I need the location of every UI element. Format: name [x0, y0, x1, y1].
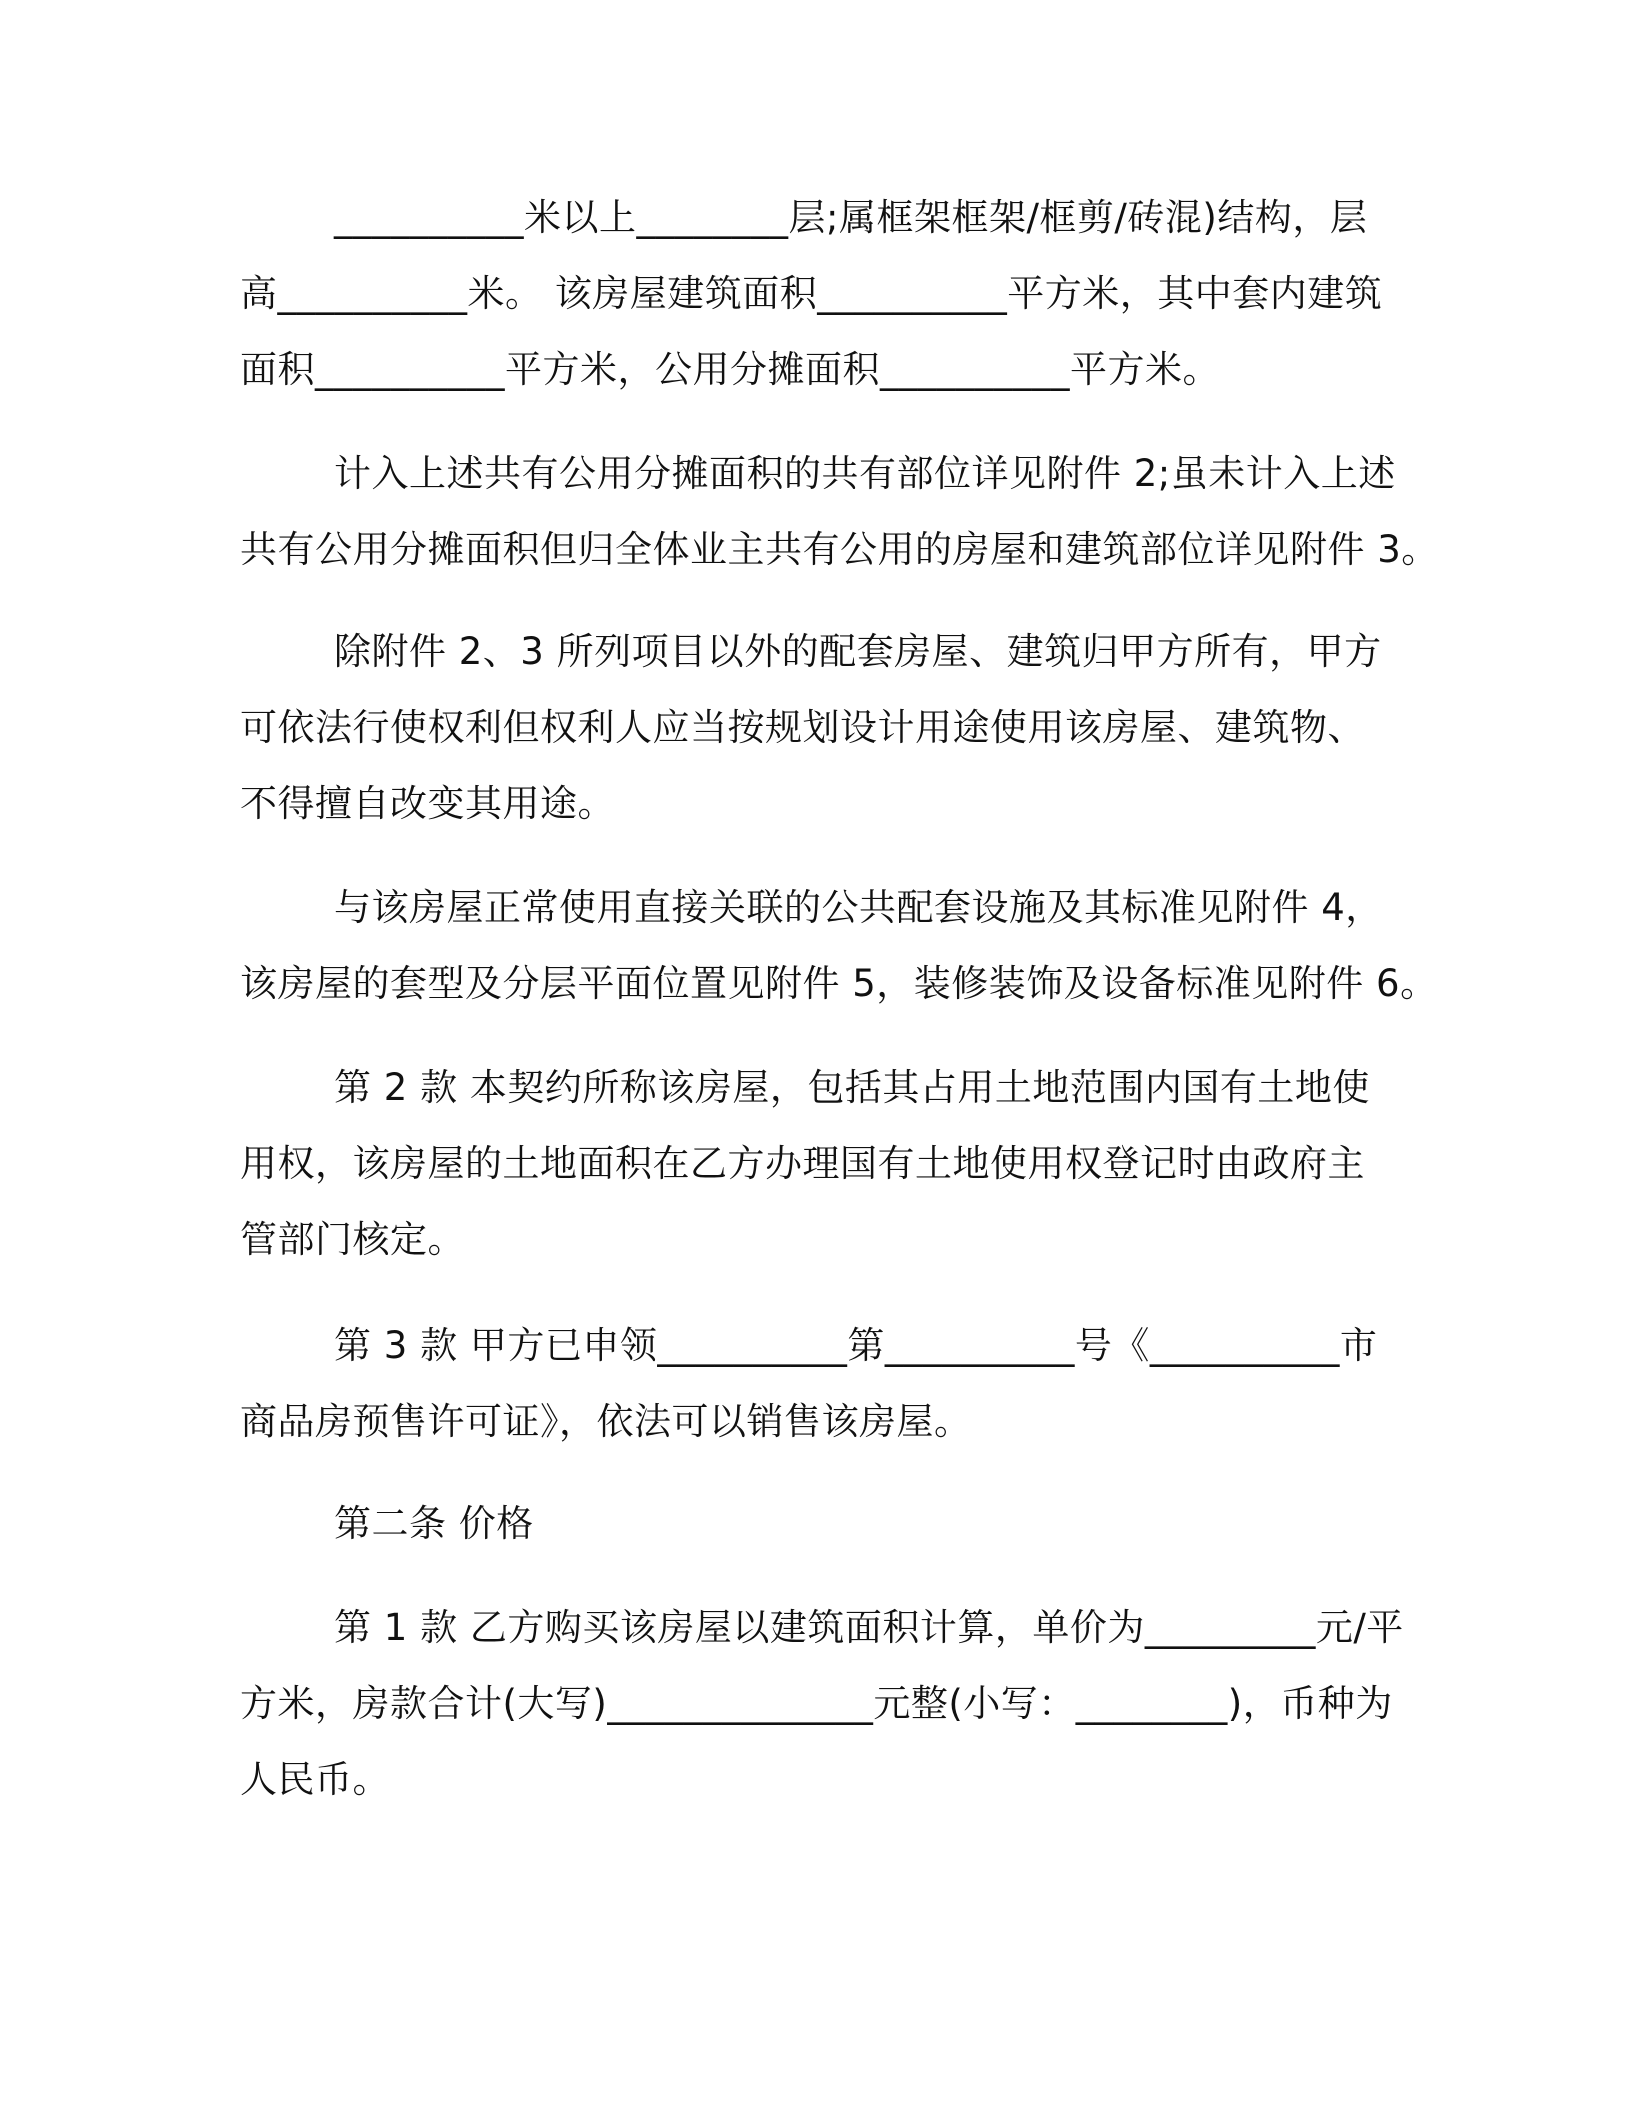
- text-line: 该房屋的套型及分层平面位置见附件 5，装修装饰及设备标准见附件 6。: [240, 962, 1438, 1005]
- text-line: 与该房屋正常使用直接关联的公共配套设施及其标准见附件 4，: [334, 886, 1383, 929]
- text-line: 不得擅自改变其用途。: [240, 782, 615, 825]
- text-line: __________米以上________层;属框架框架/框剪/砖混)结构，层: [334, 196, 1368, 239]
- text-line: 计入上述共有公用分摊面积的共有部位详见附件 2;虽未计入上述: [334, 452, 1396, 495]
- text-line: 第 2 款 本契约所称该房屋，包括其占用土地范围内国有土地使: [334, 1066, 1370, 1109]
- text-line: 管部门核定。: [240, 1218, 465, 1261]
- text-line: 方米，房款合计(大写)______________元整(小写：________)，币种为: [240, 1682, 1393, 1725]
- text-line: 用权，该房屋的土地面积在乙方办理国有土地使用权登记时由政府主: [240, 1142, 1365, 1185]
- text-line: 人民币。: [240, 1758, 390, 1801]
- text-line: 共有公用分摊面积但归全体业主共有公用的房屋和建筑部位详见附件 3。: [240, 528, 1439, 571]
- text-line: 高__________米。 该房屋建筑面积__________平方米，其中套内建筑: [240, 272, 1383, 315]
- text-line: 可依法行使权利但权利人应当按规划设计用途使用该房屋、建筑物、: [240, 706, 1365, 749]
- text-line: 商品房预售许可证》，依法可以销售该房屋。: [240, 1400, 972, 1443]
- text-line: 第 3 款 甲方已申领__________第__________号《__________市: [334, 1324, 1378, 1367]
- text-line: 第 1 款 乙方购买该房屋以建筑面积计算，单价为_________元/平: [334, 1606, 1404, 1649]
- text-line: 面积__________平方米，公用分摊面积__________平方米。: [240, 348, 1220, 391]
- section-heading: 第二条 价格: [334, 1502, 534, 1545]
- text-line: 除附件 2、3 所列项目以外的配套房屋、建筑归甲方所有，甲方: [334, 630, 1382, 673]
